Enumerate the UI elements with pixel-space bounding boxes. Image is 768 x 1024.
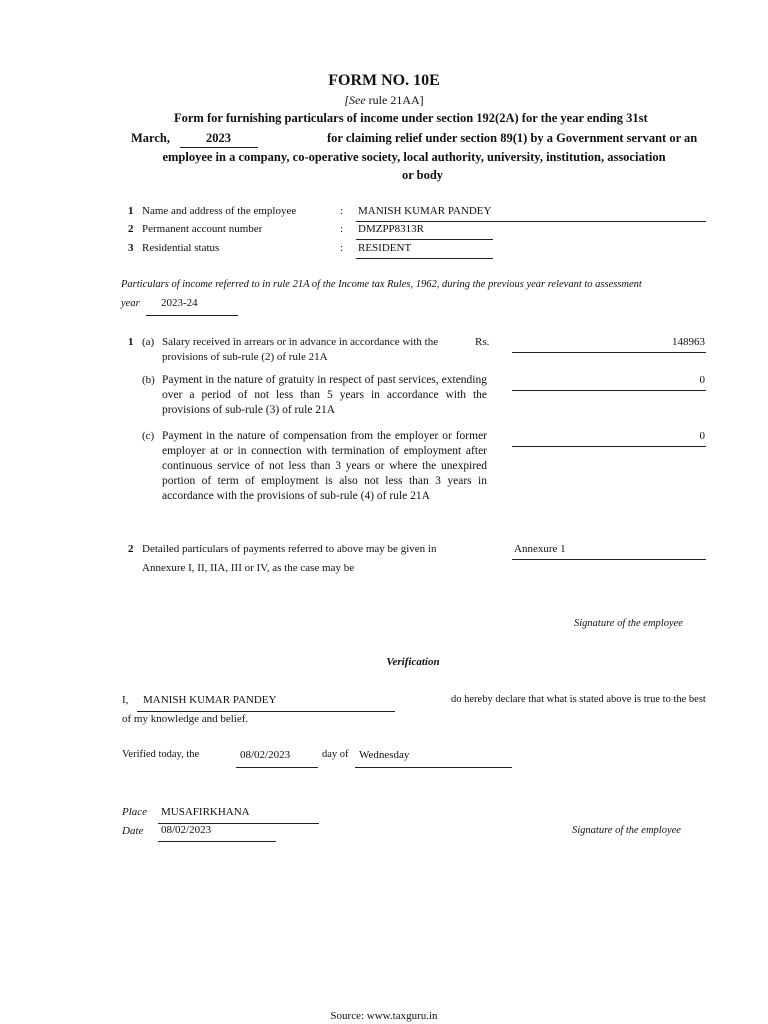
employee-num-2: 2 [128, 223, 134, 235]
residential-status-value: RESIDENT [358, 242, 412, 254]
detail-line2: Annexure I, II, IIA, III or IV, as the case may be [142, 562, 355, 574]
particulars-text: Particulars of income referred to in rule 21A of the Income tax Rules, 1962, during the previous year relevant to assessment [121, 279, 642, 290]
form-purpose-line3: employee in a company, co-operative society, local authority, university, institution, association [162, 150, 666, 164]
signature-label-2: Signature of the employee [572, 825, 681, 836]
employee-name-label: Name and address of the employee [142, 205, 297, 217]
form-purpose-line4: or body [401, 168, 444, 182]
residential-status-underline [356, 258, 493, 259]
item-a-line2: provisions of sub-rule (2) of rule 21A [162, 351, 328, 363]
item-a-underline [512, 352, 706, 353]
item-c-text: Payment in the nature of compensation from the employer or former employer at or in connection with termination of employment after continuous service of not less than 3 years or where the unexpired portion of term of employment is also not less than 3 years in accordance with the provisions of sub-rule (4) of rule 21A [162, 430, 487, 502]
see-rule: rule 21AA] [368, 93, 424, 107]
place-label: Place [122, 806, 148, 818]
form-purpose-line2: for claiming relief under section 89(1) by a Government servant or an [327, 131, 698, 145]
item-b-text: Payment in the nature of gratuity in respect of past services, extending over a period of not less than 5 years in accordance with the provisions of sub-rule (3) of rule 21A [162, 374, 487, 416]
item-a-value: 148963 [672, 336, 705, 348]
employee-num-1: 1 [128, 205, 134, 217]
year-ending-underline [180, 147, 258, 148]
see-prefix: [See [344, 93, 366, 107]
rule-reference [0, 93, 768, 108]
date-underline [158, 841, 276, 842]
pan-value: DMZPP8313R [358, 223, 425, 235]
declarant-i-label: I, [122, 694, 129, 706]
item-b-underline [512, 390, 706, 391]
residential-status-colon: : [340, 242, 344, 254]
assessment-year-value: 2023-24 [161, 297, 198, 309]
annexure-underline [512, 559, 706, 560]
form-title: FORM NO. 10E [328, 72, 440, 89]
item-a-marker: (a) [142, 336, 155, 348]
item-b-value: 0 [699, 374, 705, 386]
item-num-1: 1 [128, 336, 134, 348]
rs-label: Rs. [475, 336, 490, 348]
weekday-value: Wednesday [359, 749, 410, 761]
weekday-underline [355, 767, 512, 768]
pan-label: Permanent account number [142, 223, 263, 235]
employee-name-colon: : [340, 205, 344, 217]
detail-line1: Detailed particulars of payments referred to above may be given in [142, 543, 437, 555]
source-footer: Source: www.taxguru.in [330, 1010, 438, 1022]
day-of-label: day of [322, 749, 349, 760]
item-b-marker: (b) [142, 374, 155, 386]
employee-num-3: 3 [128, 242, 134, 254]
pan-colon: : [340, 223, 344, 235]
form-purpose-line1: Form for furnishing particulars of income under section 192(2A) for the year ending 31st [174, 111, 648, 125]
date-label: Date [122, 825, 144, 837]
year-ending-value: 2023 [206, 131, 231, 145]
item-num-2: 2 [128, 543, 134, 555]
declarant-name: MANISH KUMAR PANDEY [143, 694, 277, 706]
annexure-value: Annexure 1 [514, 543, 566, 555]
pan-underline [356, 239, 493, 240]
item-c-value: 0 [699, 430, 705, 442]
declaration-text: do hereby declare that what is stated above is true to the best [451, 694, 706, 705]
verified-date-value: 08/02/2023 [240, 749, 291, 761]
employee-name-underline [356, 221, 706, 222]
signature-label-1: Signature of the employee [574, 618, 683, 629]
declarant-name-underline [137, 711, 395, 712]
knowledge-text: of my knowledge and belief. [122, 713, 249, 725]
item-a-line1: Salary received in arrears or in advance in accordance with the [162, 336, 439, 348]
place-value: MUSAFIRKHANA [161, 806, 250, 818]
item-c-underline [512, 446, 706, 447]
assessment-year-underline [146, 315, 238, 316]
assessment-year-label: year [121, 298, 140, 309]
verification-title: Verification [386, 656, 440, 668]
verified-date-underline [236, 767, 318, 768]
employee-name-value: MANISH KUMAR PANDEY [358, 205, 492, 217]
verified-today-label: Verified today, the [122, 749, 200, 760]
march-label: March, [131, 131, 170, 145]
date-value: 08/02/2023 [161, 824, 212, 836]
item-c-marker: (c) [142, 430, 155, 442]
residential-status-label: Residential status [142, 242, 220, 254]
